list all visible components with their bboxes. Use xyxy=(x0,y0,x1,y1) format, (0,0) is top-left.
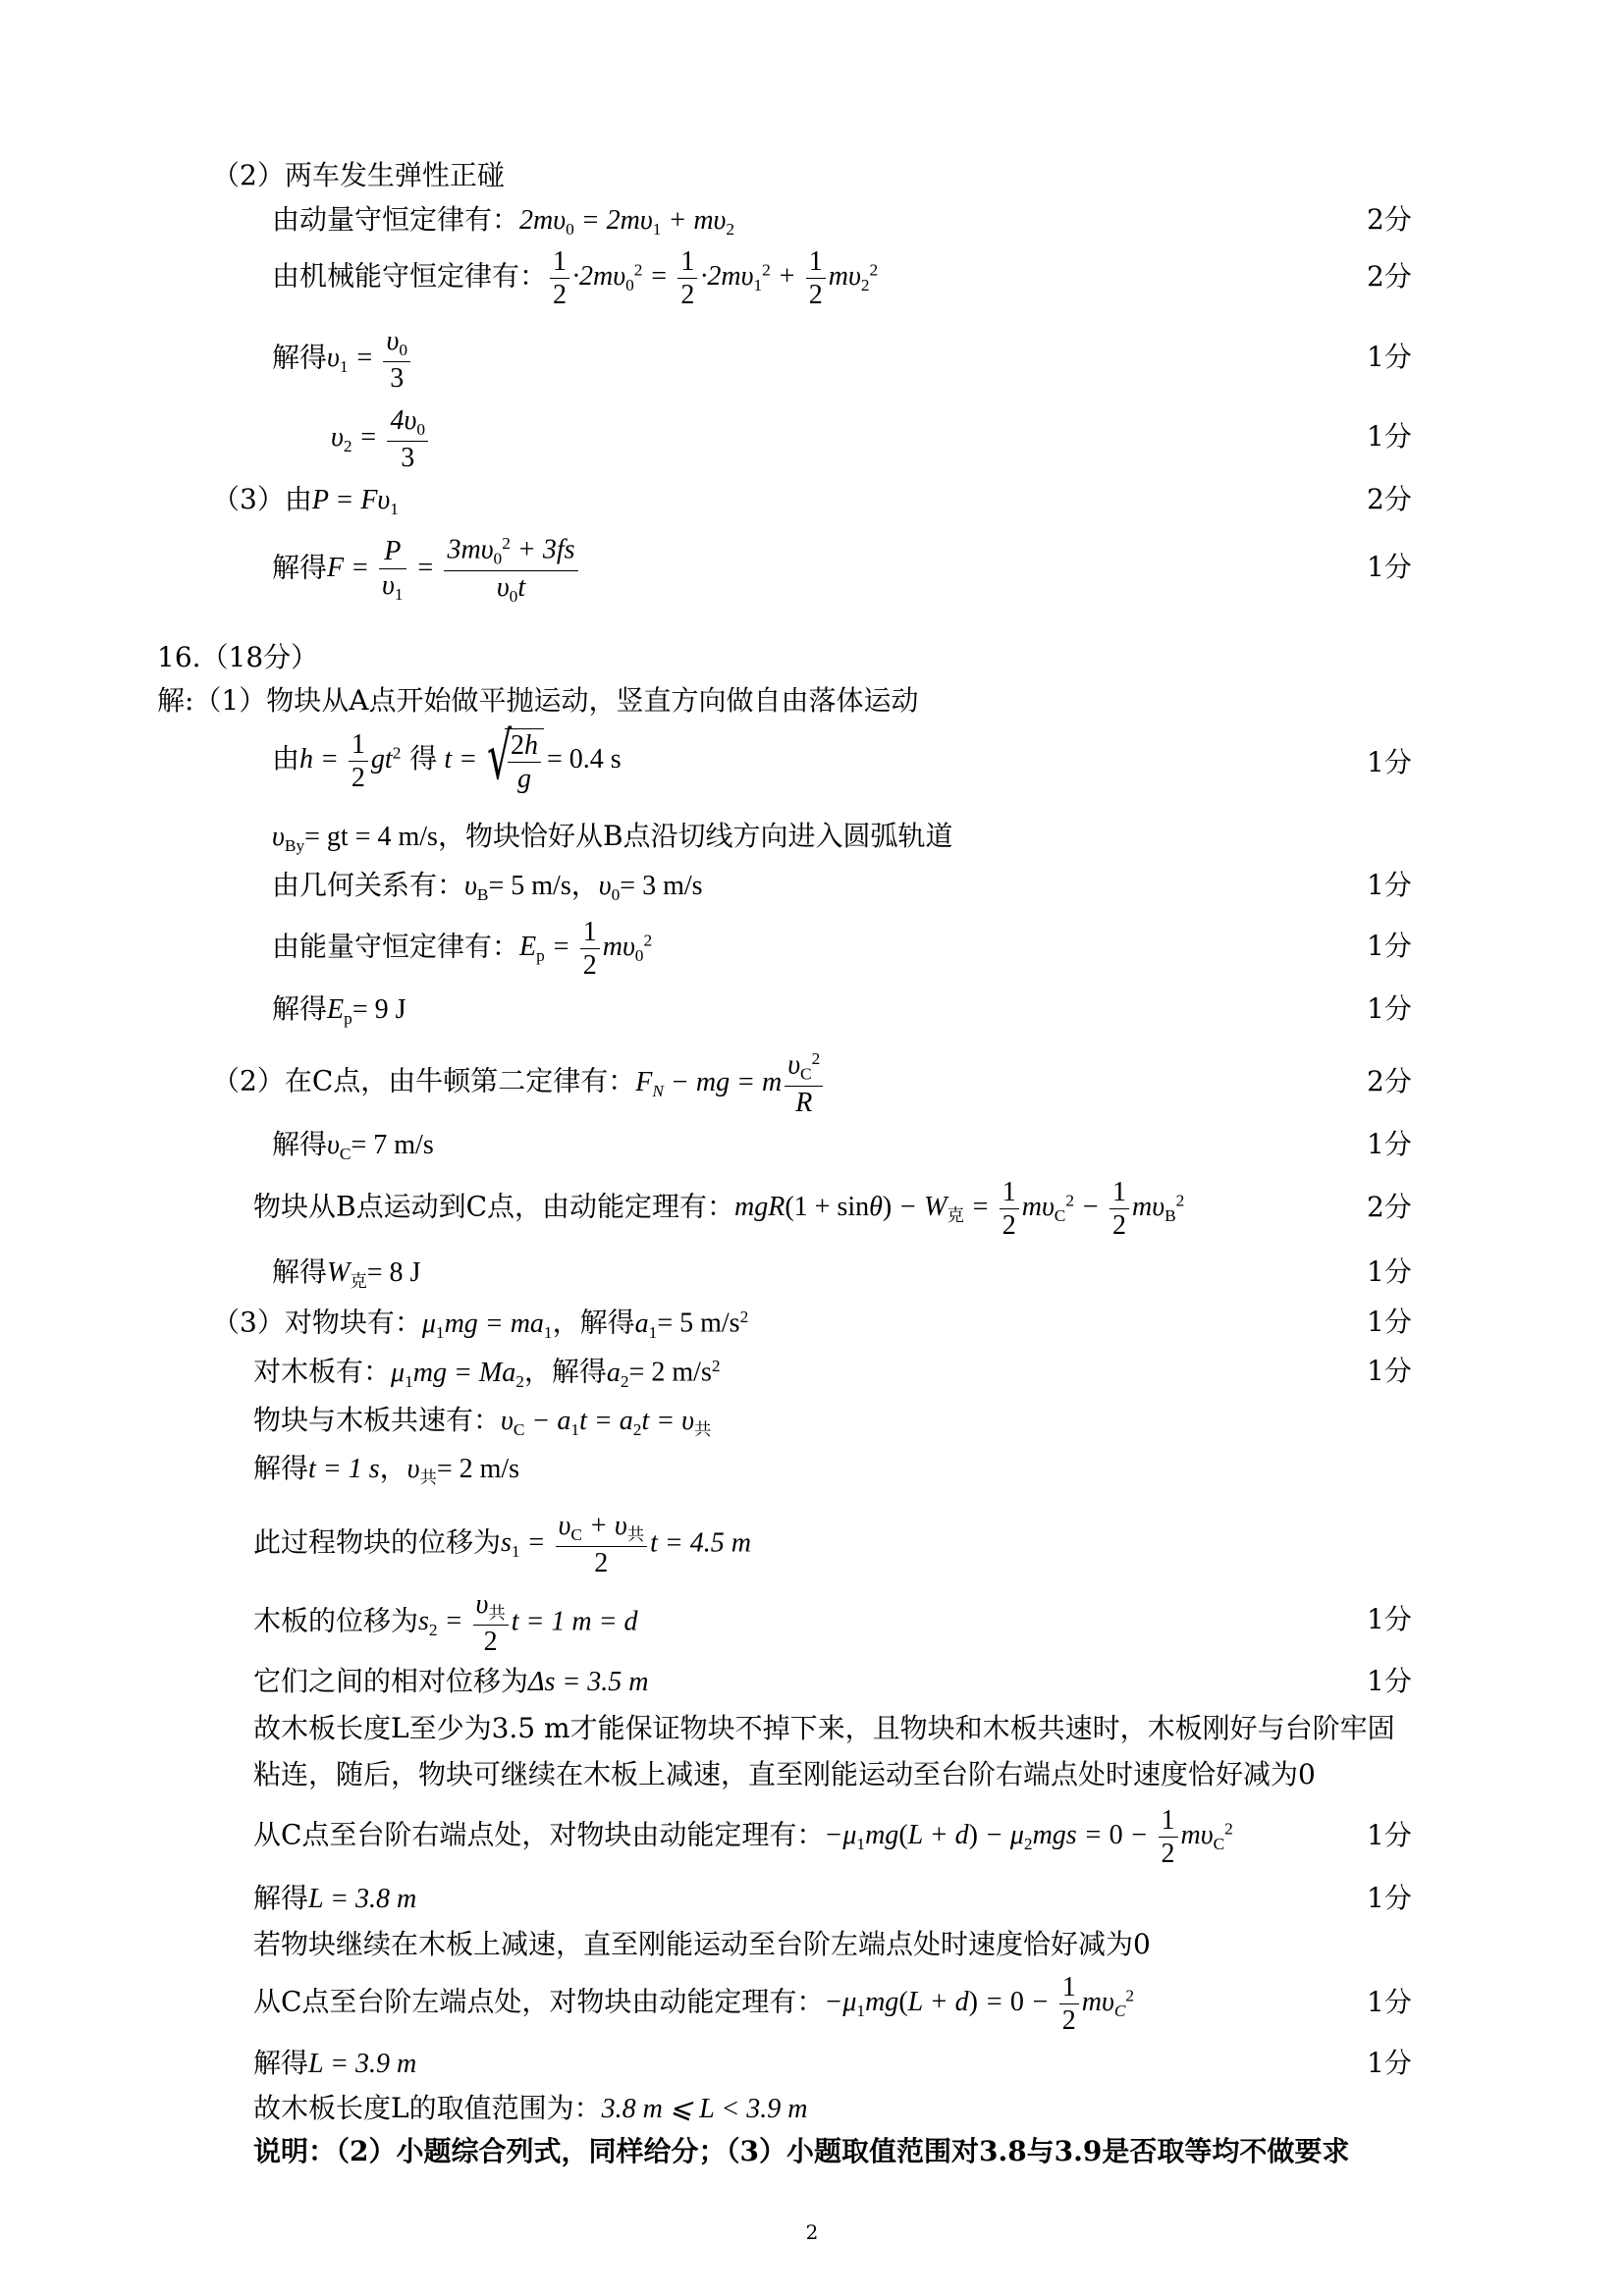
score-label: 2分 xyxy=(1367,1191,1412,1223)
vby-line: $\upsilon_{By}=$ gt = 4 m/s，物块恰好从B点沿切线方向进入圆弧轨道 xyxy=(272,820,953,856)
work-energy-equation: 物块从B点运动到C点，由动能定理有：$mgR(1 + \sin\theta) - W_克$ = $\frac{1}{2}$ $m\upsilon_C^2$ − $\frac{1}{2}$ $m\upsilon_B^2$ xyxy=(253,1177,1185,1242)
explanation-line-1: 故木板长度L至少为3.5 m才能保证物块不掉下来，且物块和木板共速时，木板刚好与台阶牢固 xyxy=(253,1712,1395,1744)
score-label: 1分 xyxy=(1367,1665,1412,1697)
score-label: 1分 xyxy=(1367,1986,1412,2018)
score-label: 1分 xyxy=(1367,1882,1412,1914)
score-label: 1分 xyxy=(1367,869,1412,901)
score-label: 1分 xyxy=(1367,551,1412,583)
continue-line: 若物块继续在木板上减速，直至刚能运动至台阶左端点处时速度恰好减为0 xyxy=(253,1928,1151,1960)
score-label: 2分 xyxy=(1367,483,1412,515)
energy-conservation-equation: 由能量守恒定律有：$E_p$ = $\frac{1}{2}$ $m\upsilon_0^2$ xyxy=(272,917,653,982)
question-16-heading: 16.（18分） xyxy=(157,641,319,673)
score-label: 1分 xyxy=(1367,1255,1412,1288)
energy-equation: 由机械能守恒定律有： $\frac{1}{2}$ $\cdot 2m\upsilon_0^2$ = $\frac{1}{2}$ $\cdot 2m\upsilon_1^2$ + $\frac{1}{2}$ $m\upsilon_2^2$ xyxy=(272,246,879,311)
geometry-relation: 由几何关系有：$\upsilon_B= 5$ m/s，$\upsilon_0= 3$ m/s xyxy=(272,869,703,905)
newton-second-law-equation: （2）在C点，由牛顿第二定律有：$F_N$ − mg = m $\frac{\upsilon_C^2}{R}$ xyxy=(212,1050,826,1117)
time-result: 解得t = 1 s，$\upsilon_共= 2$ m/s xyxy=(253,1452,520,1488)
common-velocity-equation: 物块与木板共速有：$\upsilon_C - a_1t = a_2t = \upsilon_共$ xyxy=(253,1404,712,1440)
length-result-2: 解得L = 3.9 m xyxy=(253,2047,417,2079)
q16-part1-heading: 解:（1）物块从A点开始做平抛运动，竖直方向做自由落体运动 xyxy=(157,684,919,717)
score-label: 1分 xyxy=(1367,746,1412,778)
score-label: 1分 xyxy=(1367,341,1412,373)
score-label: 2分 xyxy=(1367,1065,1412,1097)
length-result-1: 解得L = 3.8 m xyxy=(253,1882,417,1914)
grading-note: 说明：（2）小题综合列式，同样给分；（3）小题取值范围对3.8与3.9是否取等均不做要求 xyxy=(253,2135,1350,2167)
block-acceleration: （3）对物块有：$\mu_1mg = ma_1$，解得$a_1= 5$ $m/s^2$ xyxy=(212,1306,749,1342)
power-equation: （3）由$P = F\upsilon_1$ xyxy=(212,483,399,519)
v1-result: 解得$\upsilon_1$ = $\frac{\upsilon_0}{3}$ xyxy=(272,327,413,394)
score-label: 1分 xyxy=(1367,2047,1412,2079)
vc-result: 解得$\upsilon_C= 7$ m/s xyxy=(272,1128,434,1164)
score-label: 2分 xyxy=(1367,260,1412,293)
score-label: 1分 xyxy=(1367,992,1412,1025)
v2-result: $\upsilon_2$ = $\frac{4\upsilon_0}{3}$ xyxy=(331,406,431,473)
score-label: 2分 xyxy=(1367,203,1412,236)
block-displacement: 此过程物块的位移为$s_1$ = $\frac{\upsilon_C + \upsilon_共}{2}$ t = 4.5 m xyxy=(253,1511,751,1579)
free-fall-equation: 由h = $\frac{1}{2}$ $gt^2$ 得 t = √ $\frac{2h}{g}$ = 0.4 s xyxy=(272,719,622,795)
relative-displacement: 它们之间的相对位移为Δs = 3.5 m xyxy=(253,1665,649,1697)
score-label: 1分 xyxy=(1367,420,1412,453)
page-number: 2 xyxy=(805,2220,819,2244)
score-label: 1分 xyxy=(1367,930,1412,962)
score-label: 1分 xyxy=(1367,1306,1412,1338)
sub-question-heading: （2）两车发生弹性正碰 xyxy=(212,159,505,191)
score-label: 1分 xyxy=(1367,1819,1412,1851)
score-label: 1分 xyxy=(1367,1603,1412,1635)
right-end-equation: 从C点至台阶右端点处，对物块由动能定理有：$-\mu_1mg(L + d) - \mu_2mgs = 0$ − $\frac{1}{2}$ $m\upsilon_C^2$ xyxy=(253,1805,1233,1870)
board-displacement: 木板的位移为$s_2$ = $\frac{\upsilon_共}{2}$ t = 1 m = d xyxy=(253,1589,638,1658)
score-label: 1分 xyxy=(1367,1128,1412,1160)
board-acceleration: 对木板有：$\mu_1mg = Ma_2$，解得$a_2= 2$ $m/s^2$ xyxy=(253,1355,721,1391)
explanation-line-2: 粘连，随后，物块可继续在木板上减速，直至刚能运动至台阶右端点处时速度恰好减为0 xyxy=(253,1758,1316,1790)
ep-result: 解得$E_p= 9$ J xyxy=(272,992,406,1029)
left-end-equation: 从C点至台阶左端点处，对物块由动能定理有：$-\mu_1mg(L + d) = 0$ − $\frac{1}{2}$ $m\upsilon_C^2$ xyxy=(253,1972,1135,2037)
score-label: 1分 xyxy=(1367,1355,1412,1387)
work-result: 解得$W_克= 8$ J xyxy=(272,1255,421,1292)
momentum-equation: 由动量守恒定律有：$2m\upsilon_0 = 2m\upsilon_1 + m\upsilon_2$ xyxy=(272,203,735,240)
length-range: 故木板长度L的取值范围为：3.8 m ⩽ L < 3.9 m xyxy=(253,2092,808,2124)
force-result: 解得F = $\frac{P}{\upsilon_1}$ = $\frac{3m\upsilon_0^2 + 3fs}{\upsilon_0t}$ xyxy=(272,535,581,606)
